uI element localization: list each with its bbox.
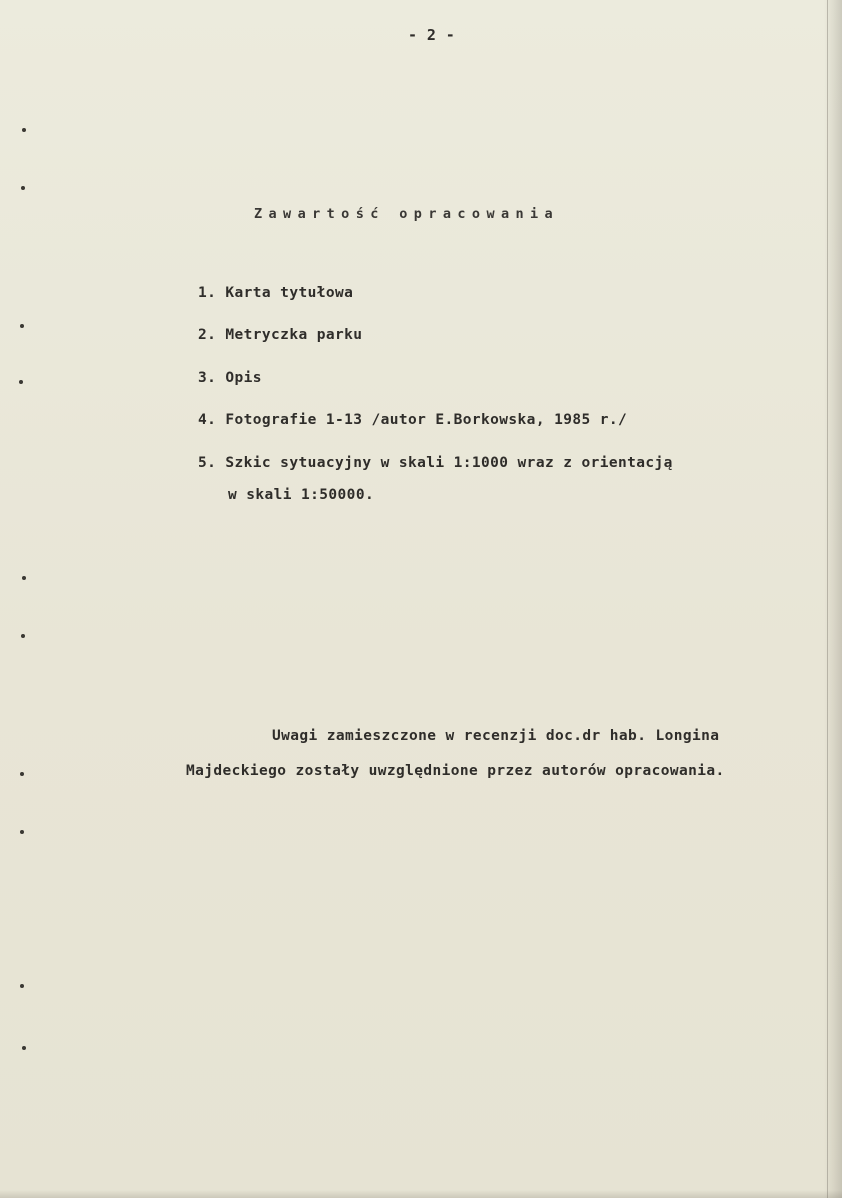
page-number: - 2 - xyxy=(408,26,456,44)
item-number: 2. xyxy=(198,327,217,343)
margin-dot xyxy=(21,186,25,190)
page-edge-line xyxy=(827,0,828,1198)
item-number: 3. xyxy=(198,370,217,386)
margin-dot xyxy=(20,772,24,776)
contents-item xyxy=(198,455,673,471)
item-number: 5. xyxy=(198,455,217,471)
item-number: 4. xyxy=(198,412,217,428)
margin-dot xyxy=(22,1046,26,1050)
review-note-line: Uwagi zamieszczone w recenzji doc.dr hab. Longina xyxy=(272,728,720,744)
page-bottom-shadow xyxy=(0,1190,842,1198)
item-text: Szkic sytuacyjny w skali 1:1000 wraz z orientacją xyxy=(225,455,673,471)
margin-dot xyxy=(20,324,24,328)
item-text: Karta tytułowa xyxy=(225,285,354,301)
item-text: Opis xyxy=(225,370,262,386)
contents-item xyxy=(198,370,262,386)
item-number: 1. xyxy=(198,285,217,301)
contents-item-continuation: w skali 1:50000. xyxy=(228,487,375,503)
contents-item xyxy=(198,327,362,343)
margin-dot xyxy=(20,984,24,988)
contents-heading: Zawartość opracowania xyxy=(254,206,560,222)
contents-item xyxy=(198,412,627,428)
margin-dot xyxy=(21,634,25,638)
item-text: Metryczka parku xyxy=(225,327,363,343)
margin-dot xyxy=(22,576,26,580)
item-text: Fotografie 1-13 /autor E.Borkowska, 1985 r./ xyxy=(225,412,628,428)
margin-dot xyxy=(19,380,23,384)
margin-dot xyxy=(20,830,24,834)
margin-dot xyxy=(22,128,26,132)
review-note-line: Majdeckiego zostały uwzględnione przez autorów opracowania. xyxy=(186,763,725,779)
contents-item xyxy=(198,285,353,301)
